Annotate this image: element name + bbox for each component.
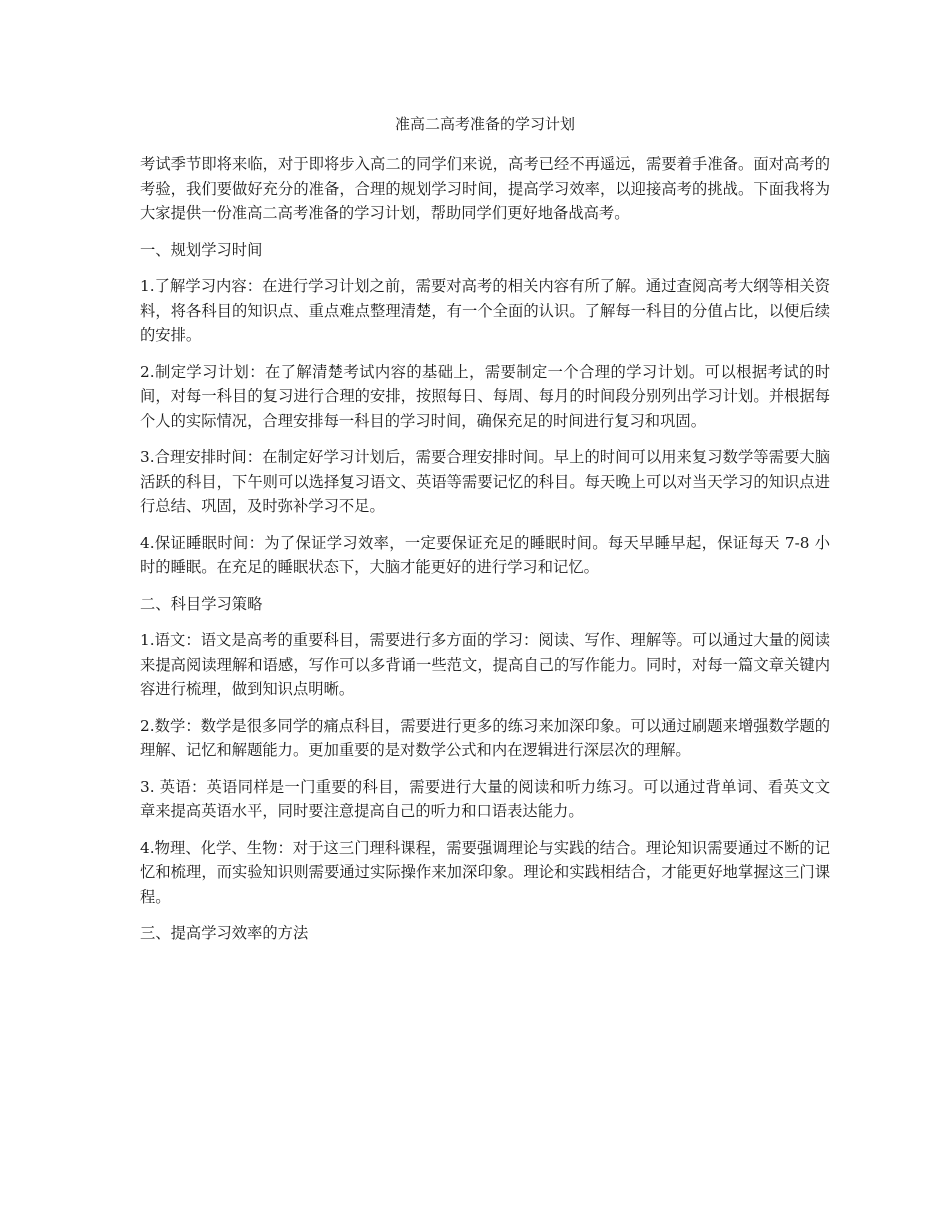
section-heading-subjects: 二、科目学习策略 (140, 594, 263, 613)
section-heading-schedule: 一、规划学习时间 (140, 240, 263, 259)
schedule-item-4: 4.保证睡眠时间：为了保证学习效率，一定要保证充足的睡眠时间。每天早睡早起，保证每天 7-8 小时的睡眠。在充足的睡眠状态下，大脑才能更好的进行学习和记忆。 (140, 533, 830, 576)
document-title: 准高二高考准备的学习计划 (394, 115, 575, 133)
document-page (140, 112, 830, 958)
intro-paragraph: 考试季节即将来临，对于即将步入高二的同学们来说，高考已经不再遥远，需要着手准备。面对高考的考验，我们要做好充分的准备，合理的规划学习时间，提高学习效率，以迎接高考的挑战。下面我将为大家提供一份准高二高考准备的学习计划，帮助同学们更好地备战高考。 (140, 155, 830, 222)
subject-item-english: 3. 英语：英语同样是一门重要的科目，需要进行大量的阅读和听力练习。可以通过背单词、看英文文章来提高英语水平，同时要注意提高自己的听力和口语表达能力。 (140, 777, 830, 820)
section-heading-efficiency: 三、提高学习效率的方法 (140, 924, 309, 942)
subject-item-math: 2.数学：数学是很多同学的痛点科目，需要进行更多的练习来加深印象。可以通过刷题来增强数学题的理解、记忆和解题能力。更加重要的是对数学公式和内在逻辑进行深层次的理解。 (140, 716, 830, 759)
schedule-item-2: 2.制定学习计划：在了解清楚考试内容的基础上，需要制定一个合理的学习计划。可以根据考试的时间，对每一科目的复习进行合理的安排，按照每日、每周、每月的时间段分别列出学习计划。并根据每个人的实际情况，合理安排每一科目的学习时间，确保充足的时间进行复习和巩固。 (140, 362, 830, 430)
subject-item-chinese: 1.语文：语文是高考的重要科目，需要进行多方面的学习：阅读、写作、理解等。可以通过大量的阅读来提高阅读理解和语感，写作可以多背诵一些范文，提高自己的写作能力。同时，对每一篇文章关键内容进行梳理，做到知识点明晰。 (140, 631, 830, 698)
schedule-item-1: 1.了解学习内容：在进行学习计划之前，需要对高考的相关内容有所了解。通过查阅高考大纲等相关资料，将各科目的知识点、重点难点整理清楚，有一个全面的认识。了解每一科目的分值占比，以便后续的安排。 (140, 277, 830, 344)
subject-item-sciences: 4.物理、化学、生物：对于这三门理科课程，需要强调理论与实践的结合。理论知识需要通过不断的记忆和梳理，而实验知识则需要通过实际操作来加深印象。理论和实践相结合，才能更好地掌握这三门课程。 (140, 838, 830, 906)
schedule-item-3: 3.合理安排时间：在制定好学习计划后，需要合理安排时间。早上的时间可以用来复习数学等需要大脑活跃的科目，下午则可以选择复习语文、英语等需要记忆的科目。每天晚上可以对当天学习的知识点进行总结、巩固，及时弥补学习不足。 (140, 448, 830, 515)
